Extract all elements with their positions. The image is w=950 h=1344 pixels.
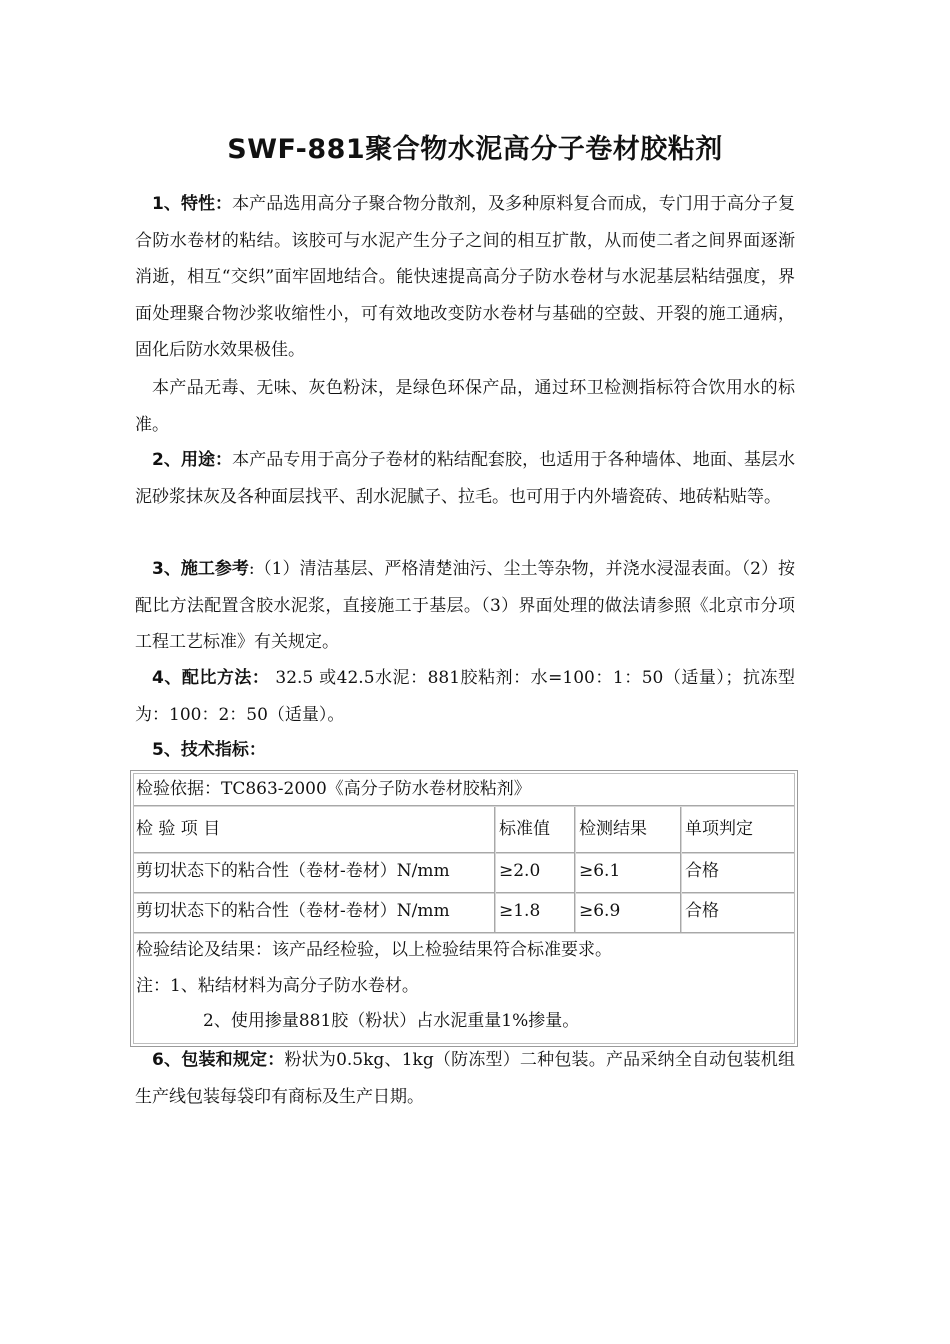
section-features-extra: 本产品无毒、无味、灰色粉沫，是绿色环保产品，通过环卫检测指标符合饮用水的标准。 [135,378,795,435]
table-note-2: 2、使用掺量881胶（粉状）占水泥重量1%掺量。 [203,1011,580,1031]
table-row-1-verdict: 合格 [685,861,719,881]
section-usage [135,442,795,515]
table-rule [134,805,794,807]
section-features-heading: 1、特性： [152,194,233,214]
table-row-2-verdict: 合格 [685,901,719,921]
table-basis: 检验依据：TC863-2000《高分子防水卷材胶粘剂》 [136,779,531,799]
table-header-item: 检 验 项 目 [136,819,221,839]
section-features [135,186,795,369]
table-header-result: 检测结果 [579,819,647,839]
section-usage-heading: 2、用途： [152,450,233,470]
table-header-standard: 标准值 [499,819,550,839]
document-title: SWF-881聚合物水泥高分子卷材胶粘剂 [227,134,723,165]
table-rule [134,892,794,894]
table-row-1-item: 剪切状态下的粘合性（卷材-卷材）N/mm [136,861,450,881]
section-packaging-text: 粉状为0.5kg、1kg（防冻型）二种包装。产品采纳全自动包装机组生产线包装每袋印有商标及生产日期。 [135,1050,795,1107]
section-specs-heading: 5、技术指标： [152,740,266,760]
table-row-1-standard: ≥2.0 [499,861,541,881]
table-note-1: 注：1、粘结材料为高分子防水卷材。 [136,976,419,996]
section-construction-text: :（1）清洁基层、严格清楚油污、尘土等杂物，并浇水浸湿表面。（2）按配比方法配置含胶水泥浆，直接施工于基层。（3）界面处理的做法请参照《北京市分项工程工艺标准》有关规定。 [135,559,795,652]
section-packaging-heading: 6、包装和规定： [152,1050,285,1070]
section-construction [135,551,795,661]
section-mix-ratio [135,660,795,733]
section-construction-heading: 3、施工参考 [152,559,249,579]
section-packaging [135,1042,795,1115]
table-rule [134,852,794,854]
section-features-text: 本产品选用高分子聚合物分散剂，及多种原料复合而成，专门用于高分子复合防水卷材的粘结。该胶可与水泥产生分子之间的相互扩散，从而使二者之间界面逐渐消逝，相互“交织”面牢固地结合。能快速提高高分子防水卷材与水泥基层粘结强度，界面处理聚合物沙浆收缩性小，可有效地改变防水卷材与基础的空鼓、开裂的施工通病，固化后防水效果极佳。 [135,194,795,360]
spec-table [130,770,798,1047]
table-rule [574,807,576,932]
table-rule [680,807,682,932]
table-row-2-result: ≥6.9 [579,901,621,921]
section-mix-ratio-text: 32.5 或42.5水泥：881胶粘剂：水=100：1：50（适量）；抗冻型为：100：2：50（适量）。 [135,668,795,725]
section-mix-ratio-heading: 4、配比方法： [152,668,270,688]
table-row-2-standard: ≥1.8 [499,901,541,921]
table-row-1-result: ≥6.1 [579,861,621,881]
table-conclusion: 检验结论及结果：该产品经检验，以上检验结果符合标准要求。 [136,940,612,960]
table-rule [494,807,496,932]
section-usage-text: 本产品专用于高分子卷材的粘结配套胶，也适用于各种墙体、地面、基层水泥砂浆抹灰及各种面层找平、刮水泥腻子、拉毛。也可用于内外墙瓷砖、地砖粘贴等。 [135,450,795,507]
table-rule [134,932,794,934]
table-header-verdict: 单项判定 [685,819,753,839]
table-row-2-item: 剪切状态下的粘合性（卷材-卷材）N/mm [136,901,450,921]
